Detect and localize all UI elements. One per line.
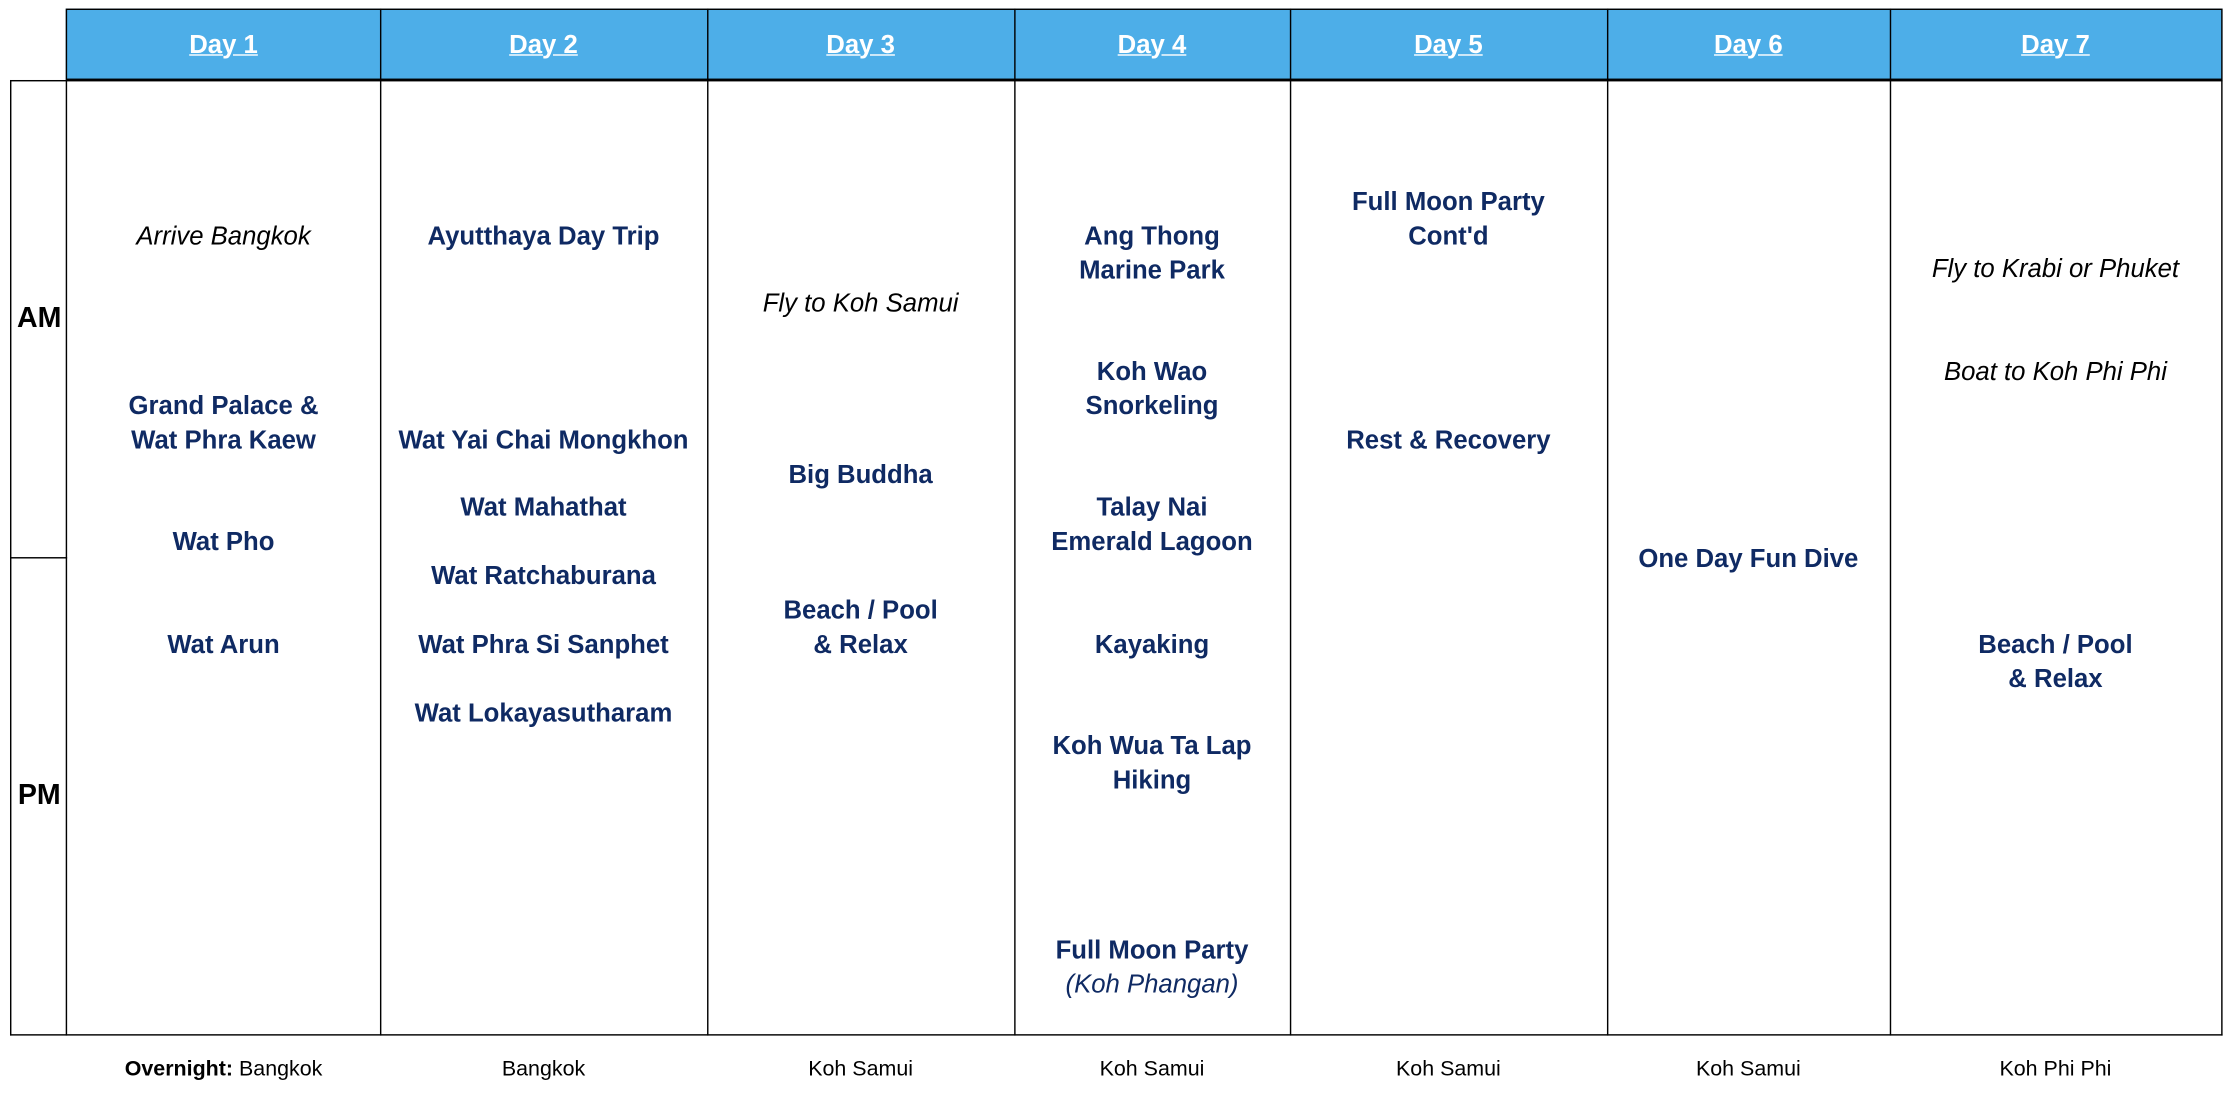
header-divider [380,9,381,80]
activity-line: Marine Park [1079,255,1225,285]
activity-arrive-bangkok: Arrive Bangkok [136,221,311,250]
day-3-header: Day 3 [826,29,895,58]
grid-line [1890,80,1891,1036]
am-label: AM [17,302,62,335]
activity-subline: (Koh Phangan) [1065,969,1239,999]
activity-line: Grand Palace & [128,391,319,420]
activity-full-moon-party [1014,933,1290,1002]
activity-talay-nai [1014,490,1290,559]
grid-line [707,80,708,1036]
activity-wat-ratchaburana: Wat Ratchaburana [431,561,656,590]
pm-label: PM [17,779,61,812]
activity-line: Cont'd [1408,221,1489,250]
activity-koh-wao [1014,354,1290,423]
header-divider [1890,9,1891,80]
am-pm-divider [10,557,67,558]
activity-line: Snorkeling [1085,391,1219,420]
activity-koh-wua-ta-lap [1014,728,1290,797]
activity-line: Hiking [1112,765,1192,795]
activity-wat-lokayasutharam: Wat Lokayasutharam [414,698,673,728]
activity-wat-arun: Wat Arun [167,629,280,659]
day-6-header: Day 6 [1714,29,1783,58]
activity-line: Full Moon Party [1351,187,1545,216]
activity-line: Ang Thong [1084,221,1220,250]
activity-line: Talay Nai [1096,492,1208,522]
activity-line: Emerald Lagoon [1051,527,1253,556]
day-7-header: Day 7 [2021,29,2090,58]
activity-wat-phra-si-sanphet: Wat Phra Si Sanphet [418,629,669,659]
grid-left-line [10,80,11,1036]
grid-right-line [2221,80,2222,1036]
header-divider [1014,9,1015,80]
overnight-day-4: Koh Samui [1099,1057,1205,1082]
activity-ayutthaya: Ayutthaya Day Trip [427,221,660,250]
day-1-header: Day 1 [189,29,258,58]
activity-rest-recovery: Rest & Recovery [1346,425,1551,455]
activity-wat-mahathat: Wat Mahathat [460,492,627,522]
activity-boat-koh-phi-phi: Boat to Koh Phi Phi [1943,357,2167,386]
activity-line: Koh Wao [1096,357,1208,386]
overnight-location: Bangkok [238,1057,323,1082]
activity-line: & Relax [813,629,908,659]
activity-line: Beach / Pool [1978,629,2133,659]
overnight-day-5: Koh Samui [1395,1057,1501,1082]
day-5-header: Day 5 [1414,29,1483,58]
activity-beach-pool-relax [1890,627,2221,696]
activity-grand-palace [67,389,380,458]
activity-line: Beach / Pool [783,595,938,625]
activity-line: Koh Wua Ta Lap [1052,731,1252,760]
header-divider [1290,9,1291,80]
activity-fly-koh-samui: Fly to Koh Samui [762,288,959,318]
activity-big-buddha: Big Buddha [788,459,933,489]
overnight-day-3: Koh Samui [808,1057,914,1082]
overnight-day-6: Koh Samui [1695,1057,1801,1082]
activity-line: & Relax [2008,664,2103,693]
activity-ang-thong [1014,219,1290,288]
activity-wat-pho: Wat Pho [172,527,275,556]
activity-beach-pool-relax [707,593,1014,662]
activity-fun-dive: One Day Fun Dive [1638,544,1859,573]
overnight-day-7: Koh Phi Phi [1999,1057,2112,1082]
header-divider [1607,9,1608,80]
day-2-header: Day 2 [509,29,578,58]
overnight-day-1 [67,1057,380,1081]
activity-kayaking: Kayaking [1094,629,1210,659]
day-4-header: Day 4 [1117,29,1187,58]
activity-line: Full Moon Party [1055,935,1249,965]
overnight-label: Overnight: [124,1057,234,1082]
activity-line: Wat Phra Kaew [131,425,316,455]
activity-full-moon-contd [1290,184,1607,253]
activity-wat-yai-chai-mongkhon: Wat Yai Chai Mongkhon [398,425,689,455]
header-divider [707,9,708,80]
overnight-day-2: Bangkok [501,1057,586,1082]
activity-fly-krabi-phuket: Fly to Krabi or Phuket [1931,254,2180,283]
